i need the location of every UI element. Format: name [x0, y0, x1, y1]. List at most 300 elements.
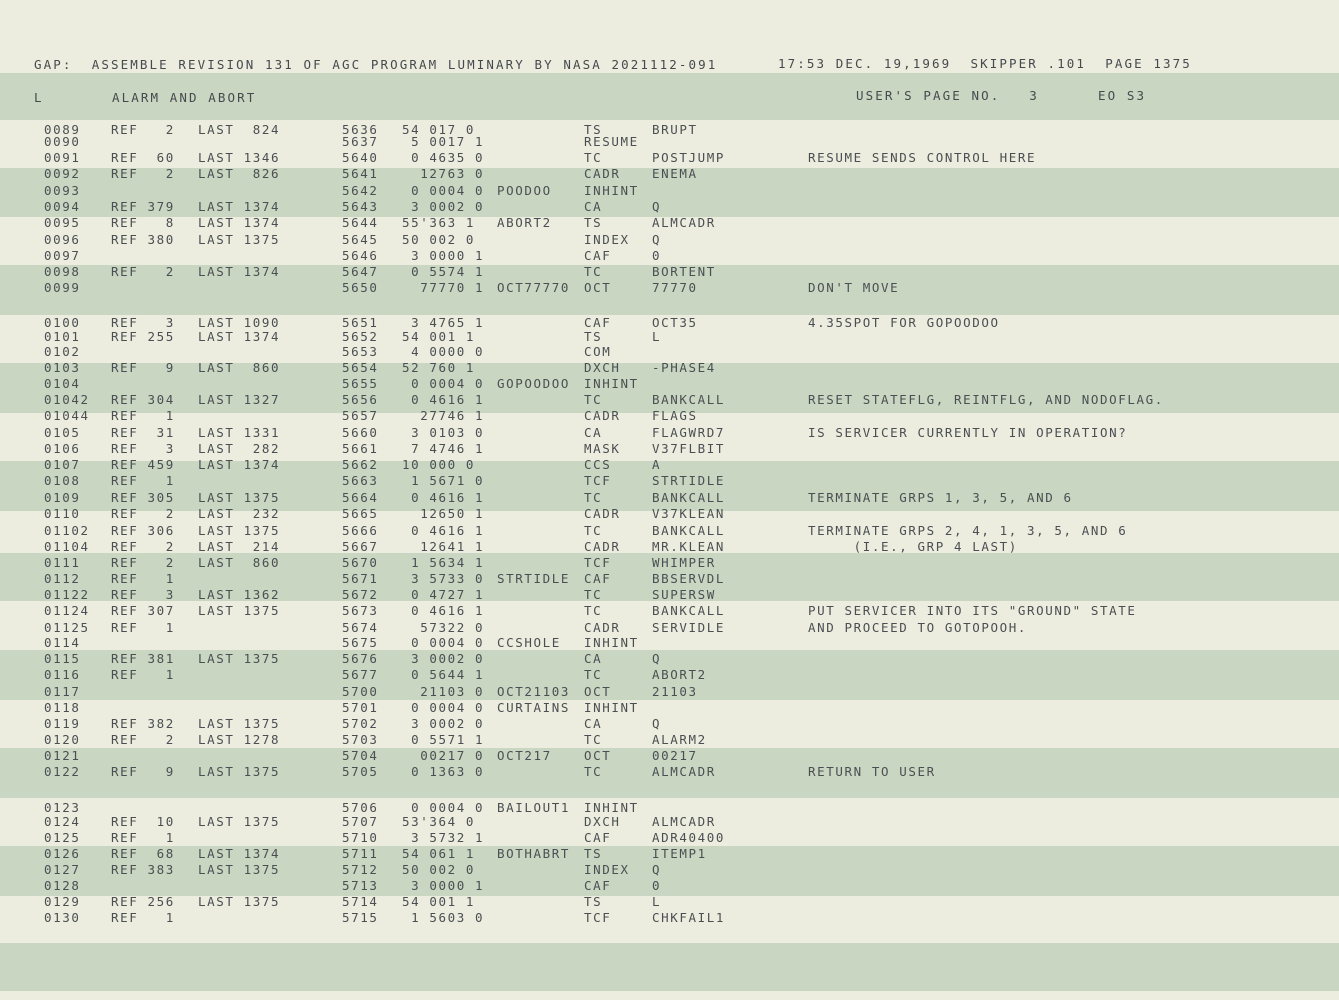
opcode: TS	[584, 846, 603, 861]
opcode: TC	[584, 490, 603, 505]
machine-code: 54 001 1	[402, 329, 476, 344]
ref-count: REF 379	[111, 199, 175, 214]
listing-row	[0, 555, 1339, 571]
ref-count: REF 1	[111, 620, 175, 635]
opcode: TC	[584, 587, 603, 602]
listing-row	[0, 894, 1339, 910]
line-number: 0090	[44, 134, 81, 149]
last-ref: LAST 1331	[198, 425, 281, 440]
last-ref: LAST 282	[198, 441, 281, 456]
comment: RESUME SENDS CONTROL HERE	[808, 150, 1037, 165]
operand: -PHASE4	[652, 360, 716, 375]
opcode: CAF	[584, 571, 612, 586]
listing-row	[0, 603, 1339, 619]
address: 5703	[342, 732, 379, 747]
machine-code: 0 5571 1	[402, 732, 485, 747]
machine-code: 3 0000 1	[402, 248, 485, 263]
listing-row	[0, 280, 1339, 296]
machine-code: 3 0000 1	[402, 878, 485, 893]
listing-row	[0, 183, 1339, 199]
machine-code: 21103 0	[402, 684, 485, 699]
ref-count: REF 9	[111, 764, 175, 779]
machine-code: 3 0002 0	[402, 651, 485, 666]
operand: BANKCALL	[652, 523, 726, 538]
opcode: CAF	[584, 248, 612, 263]
line-number: 0116	[44, 667, 81, 682]
line-number: 0105	[44, 425, 81, 440]
machine-code: 50 002 0	[402, 232, 476, 247]
listing-row	[0, 539, 1339, 555]
address: 5644	[342, 215, 379, 230]
line-number: 0129	[44, 894, 81, 909]
address: 5667	[342, 539, 379, 554]
listing-row	[0, 910, 1339, 926]
operand: MR.KLEAN	[652, 539, 726, 554]
comment: DON'T MOVE	[808, 280, 900, 295]
address: 5652	[342, 329, 379, 344]
machine-code: 0 5574 1	[402, 264, 485, 279]
machine-code: 0 4616 1	[402, 490, 485, 505]
symbol-label: OCT77770	[497, 280, 571, 295]
opcode: INHINT	[584, 700, 639, 715]
operand: Q	[652, 651, 662, 666]
line-number: 01124	[44, 603, 90, 618]
last-ref: LAST 1374	[198, 199, 281, 214]
address: 5640	[342, 150, 379, 165]
ref-count: REF 1	[111, 830, 175, 845]
ref-count: REF 3	[111, 315, 175, 330]
line-number: 0108	[44, 473, 81, 488]
address: 5701	[342, 700, 379, 715]
address: 5713	[342, 878, 379, 893]
opcode: CADR	[584, 408, 621, 423]
address: 5643	[342, 199, 379, 214]
line-number: 0110	[44, 506, 81, 521]
last-ref: LAST 860	[198, 555, 281, 570]
machine-code: 0 1363 0	[402, 764, 485, 779]
symbol-label: POODOO	[497, 183, 552, 198]
machine-code: 3 4765 1	[402, 315, 485, 330]
machine-code: 12763 0	[402, 166, 485, 181]
last-ref: LAST 1090	[198, 315, 281, 330]
opcode: MASK	[584, 441, 621, 456]
listing-row	[0, 732, 1339, 748]
machine-code: 10 000 0	[402, 457, 476, 472]
machine-code: 27746 1	[402, 408, 485, 423]
symbol-label: STRTIDLE	[497, 571, 571, 586]
ref-count: REF 1	[111, 910, 175, 925]
opcode: CA	[584, 425, 603, 440]
address: 5663	[342, 473, 379, 488]
listing-row	[0, 684, 1339, 700]
address: 5711	[342, 846, 379, 861]
last-ref: LAST 1375	[198, 603, 281, 618]
machine-code: 3 5732 1	[402, 830, 485, 845]
operand: ENEMA	[652, 166, 698, 181]
listing-row	[0, 376, 1339, 392]
operand: Q	[652, 862, 662, 877]
ref-count: REF 9	[111, 360, 175, 375]
listing-row	[0, 473, 1339, 489]
line-number: 0128	[44, 878, 81, 893]
line-number: 0117	[44, 684, 81, 699]
listing-row	[0, 846, 1339, 862]
line-number: 0094	[44, 199, 81, 214]
ref-count: REF 381	[111, 651, 175, 666]
opcode: CA	[584, 651, 603, 666]
listing-row	[0, 764, 1339, 780]
last-ref: LAST 1362	[198, 587, 281, 602]
line-number: 0101	[44, 329, 81, 344]
line-number: 0097	[44, 248, 81, 263]
operand: POSTJUMP	[652, 150, 726, 165]
line-number: 0107	[44, 457, 81, 472]
operand: FLAGWRD7	[652, 425, 726, 440]
operand: V37KLEAN	[652, 506, 726, 521]
listing-row	[0, 814, 1339, 830]
address: 5645	[342, 232, 379, 247]
assembly-header: GAP: ASSEMBLE REVISION 131 OF AGC PROGRAM LUMINARY BY NASA 2021112-091	[34, 57, 718, 72]
address: 5664	[342, 490, 379, 505]
listing-row	[0, 523, 1339, 539]
address: 5654	[342, 360, 379, 375]
listing-row	[0, 344, 1339, 360]
ref-count: REF 10	[111, 814, 175, 829]
ref-count: REF 380	[111, 232, 175, 247]
last-ref: LAST 1375	[198, 716, 281, 731]
address: 5646	[342, 248, 379, 263]
opcode: CAF	[584, 830, 612, 845]
opcode: INDEX	[584, 232, 630, 247]
listing-row	[0, 635, 1339, 651]
last-ref: LAST 824	[198, 122, 281, 137]
line-number: 0119	[44, 716, 81, 731]
machine-code: 0 0004 0	[402, 700, 485, 715]
address: 5715	[342, 910, 379, 925]
address: 5672	[342, 587, 379, 602]
ref-count: REF 2	[111, 264, 175, 279]
line-number: 0099	[44, 280, 81, 295]
machine-code: 7 4746 1	[402, 441, 485, 456]
operand: A	[652, 457, 662, 472]
machine-code: 52 760 1	[402, 360, 476, 375]
opcode: TCF	[584, 473, 612, 488]
opcode: TC	[584, 264, 603, 279]
last-ref: LAST 1375	[198, 764, 281, 779]
ref-count: REF 68	[111, 846, 175, 861]
address: 5707	[342, 814, 379, 829]
opcode: TC	[584, 732, 603, 747]
last-ref: LAST 1278	[198, 732, 281, 747]
comment: RESET STATEFLG, REINTFLG, AND NODOFLAG.	[808, 392, 1164, 407]
machine-code: 0 0004 0	[402, 635, 485, 650]
section-title: ALARM AND ABORT	[112, 90, 257, 105]
opcode: TC	[584, 523, 603, 538]
listing-row	[0, 134, 1339, 150]
opcode: CADR	[584, 506, 621, 521]
machine-code: 0 5644 1	[402, 667, 485, 682]
opcode: TS	[584, 215, 603, 230]
operand: ALMCADR	[652, 814, 716, 829]
listing-row	[0, 329, 1339, 345]
address: 5712	[342, 862, 379, 877]
last-ref: LAST 1375	[198, 894, 281, 909]
listing-row	[0, 199, 1339, 215]
line-number: 0111	[44, 555, 81, 570]
address: 5655	[342, 376, 379, 391]
symbol-label: OCT217	[497, 748, 552, 763]
ref-count: REF 255	[111, 329, 175, 344]
address: 5662	[342, 457, 379, 472]
last-ref: LAST 1374	[198, 264, 281, 279]
operand: L	[652, 329, 662, 344]
comment: TERMINATE GRPS 2, 4, 1, 3, 5, AND 6	[808, 523, 1128, 538]
machine-code: 0 0004 0	[402, 376, 485, 391]
operand: BANKCALL	[652, 490, 726, 505]
last-ref: LAST 1375	[198, 651, 281, 666]
opcode: TC	[584, 603, 603, 618]
symbol-label: BOTHABRT	[497, 846, 571, 861]
listing-row	[0, 150, 1339, 166]
ref-count: REF 383	[111, 862, 175, 877]
address: 5700	[342, 684, 379, 699]
last-ref: LAST 1375	[198, 232, 281, 247]
last-ref: LAST 1327	[198, 392, 281, 407]
machine-code: 00217 0	[402, 748, 485, 763]
line-number: 0124	[44, 814, 81, 829]
opcode: TC	[584, 764, 603, 779]
operand: 0	[652, 878, 662, 893]
address: 5676	[342, 651, 379, 666]
last-ref: LAST 1375	[198, 523, 281, 538]
line-number: 0120	[44, 732, 81, 747]
operand: L	[652, 894, 662, 909]
machine-code: 50 002 0	[402, 862, 476, 877]
comment: TERMINATE GRPS 1, 3, 5, AND 6	[808, 490, 1073, 505]
line-number: 0091	[44, 150, 81, 165]
address: 5702	[342, 716, 379, 731]
opcode: INHINT	[584, 800, 639, 815]
opcode: RESUME	[584, 134, 639, 149]
opcode: CA	[584, 716, 603, 731]
opcode: TCF	[584, 555, 612, 570]
listing-row	[0, 862, 1339, 878]
operand: 77770	[652, 280, 698, 295]
last-ref: LAST 214	[198, 539, 281, 554]
address: 5704	[342, 748, 379, 763]
address: 5714	[342, 894, 379, 909]
operand: BANKCALL	[652, 392, 726, 407]
operand: BRUPT	[652, 122, 698, 137]
ref-count: REF 1	[111, 408, 175, 423]
machine-code: 12641 1	[402, 539, 485, 554]
machine-code: 0 4727 1	[402, 587, 485, 602]
last-ref: LAST 1374	[198, 329, 281, 344]
last-ref: LAST 232	[198, 506, 281, 521]
operand: WHIMPER	[652, 555, 716, 570]
operand: CHKFAIL1	[652, 910, 726, 925]
comment: 4.35SPOT FOR GOPOODOO	[808, 315, 1000, 330]
line-number: 0112	[44, 571, 81, 586]
listing-row	[0, 408, 1339, 424]
last-ref: LAST 1346	[198, 150, 281, 165]
operand: V37FLBIT	[652, 441, 726, 456]
ref-count: REF 8	[111, 215, 175, 230]
line-number: 01102	[44, 523, 90, 538]
opcode: CADR	[584, 539, 621, 554]
line-number: 0095	[44, 215, 81, 230]
ref-count: REF 305	[111, 490, 175, 505]
address: 5660	[342, 425, 379, 440]
listing-row	[0, 587, 1339, 603]
comment: IS SERVICER CURRENTLY IN OPERATION?	[808, 425, 1128, 440]
line-number: 01125	[44, 620, 90, 635]
machine-code: 0 4635 0	[402, 150, 485, 165]
line-number: 0092	[44, 166, 81, 181]
operand: STRTIDLE	[652, 473, 726, 488]
machine-code: 57322 0	[402, 620, 485, 635]
line-number: 0114	[44, 635, 81, 650]
address: 5666	[342, 523, 379, 538]
timestamp-page-header: 17:53 DEC. 19,1969 SKIPPER .101 PAGE 1375	[778, 56, 1192, 71]
listing-row	[0, 748, 1339, 764]
operand: BORTENT	[652, 264, 716, 279]
listing-row	[0, 215, 1339, 231]
operand: 0	[652, 248, 662, 263]
operand: ALARM2	[652, 732, 707, 747]
opcode: COM	[584, 344, 612, 359]
machine-code: 5 0017 1	[402, 134, 485, 149]
symbol-label: CCSHOLE	[497, 635, 561, 650]
listing-row	[0, 166, 1339, 182]
operand: ITEMP1	[652, 846, 707, 861]
line-number: 0104	[44, 376, 81, 391]
opcode: CA	[584, 199, 603, 214]
ref-count: REF 1	[111, 473, 175, 488]
line-number: 0109	[44, 490, 81, 505]
listing-row	[0, 620, 1339, 636]
opcode: CADR	[584, 620, 621, 635]
operand: 21103	[652, 684, 698, 699]
ref-count: REF 2	[111, 122, 175, 137]
symbol-label: ABORT2	[497, 215, 552, 230]
machine-code: 77770 1	[402, 280, 485, 295]
operand: SUPERSW	[652, 587, 716, 602]
symbol-label: BAILOUT1	[497, 800, 571, 815]
comment: (I.E., GRP 4 LAST)	[808, 539, 1018, 554]
line-number: 0103	[44, 360, 81, 375]
machine-code: 1 5634 1	[402, 555, 485, 570]
line-number: 0122	[44, 764, 81, 779]
machine-code: 4 0000 0	[402, 344, 485, 359]
ref-count: REF 382	[111, 716, 175, 731]
address: 5636	[342, 122, 379, 137]
line-number: 0121	[44, 748, 81, 763]
address: 5653	[342, 344, 379, 359]
machine-code: 55'363 1	[402, 215, 476, 230]
listing-row	[0, 360, 1339, 376]
opcode: TCF	[584, 910, 612, 925]
opcode: TS	[584, 894, 603, 909]
address: 5677	[342, 667, 379, 682]
listing-row	[0, 232, 1339, 248]
listing-row	[0, 878, 1339, 894]
ref-count: REF 1	[111, 571, 175, 586]
ref-count: REF 256	[111, 894, 175, 909]
ref-count: REF 3	[111, 587, 175, 602]
address: 5656	[342, 392, 379, 407]
last-ref: LAST 1374	[198, 846, 281, 861]
paper-band	[0, 943, 1339, 991]
machine-code: 3 0002 0	[402, 716, 485, 731]
address: 5657	[342, 408, 379, 423]
line-number: 01122	[44, 587, 90, 602]
ref-count: REF 306	[111, 523, 175, 538]
machine-code: 0 4616 1	[402, 603, 485, 618]
last-ref: LAST 1375	[198, 862, 281, 877]
line-number: 0098	[44, 264, 81, 279]
listing-row	[0, 490, 1339, 506]
listing-row	[0, 392, 1339, 408]
line-number: 0093	[44, 183, 81, 198]
line-number: 0118	[44, 700, 81, 715]
address: 5710	[342, 830, 379, 845]
last-ref: LAST 1375	[198, 814, 281, 829]
line-number: 0126	[44, 846, 81, 861]
operand: ADR40400	[652, 830, 726, 845]
opcode: CADR	[584, 166, 621, 181]
opcode: OCT	[584, 748, 612, 763]
listing-row	[0, 716, 1339, 732]
machine-code: 3 0103 0	[402, 425, 485, 440]
line-number: 0127	[44, 862, 81, 877]
address: 5651	[342, 315, 379, 330]
machine-code: 0 0004 0	[402, 800, 485, 815]
address: 5661	[342, 441, 379, 456]
machine-code: 1 5603 0	[402, 910, 485, 925]
operand: 00217	[652, 748, 698, 763]
last-ref: LAST 1375	[198, 490, 281, 505]
ref-count: REF 31	[111, 425, 175, 440]
operand: OCT35	[652, 315, 698, 330]
last-ref: LAST 860	[198, 360, 281, 375]
opcode: INDEX	[584, 862, 630, 877]
line-number: 0123	[44, 800, 81, 815]
line-number: 0115	[44, 651, 81, 666]
opcode: DXCH	[584, 814, 621, 829]
line-number: 01044	[44, 408, 90, 423]
last-ref: LAST 826	[198, 166, 281, 181]
operand: SERVIDLE	[652, 620, 726, 635]
opcode: INHINT	[584, 376, 639, 391]
listing-row	[0, 441, 1339, 457]
listing-row	[0, 264, 1339, 280]
users-page-number: USER'S PAGE NO. 3	[856, 88, 1039, 103]
opcode: CAF	[584, 878, 612, 893]
address: 5705	[342, 764, 379, 779]
symbol-label: CURTAINS	[497, 700, 571, 715]
machine-code: 54 001 1	[402, 894, 476, 909]
address: 5650	[342, 280, 379, 295]
ref-count: REF 60	[111, 150, 175, 165]
listing-row	[0, 248, 1339, 264]
line-number: 0125	[44, 830, 81, 845]
address: 5670	[342, 555, 379, 570]
address: 5642	[342, 183, 379, 198]
listing-row	[0, 667, 1339, 683]
listing-row	[0, 651, 1339, 667]
listing-row	[0, 425, 1339, 441]
